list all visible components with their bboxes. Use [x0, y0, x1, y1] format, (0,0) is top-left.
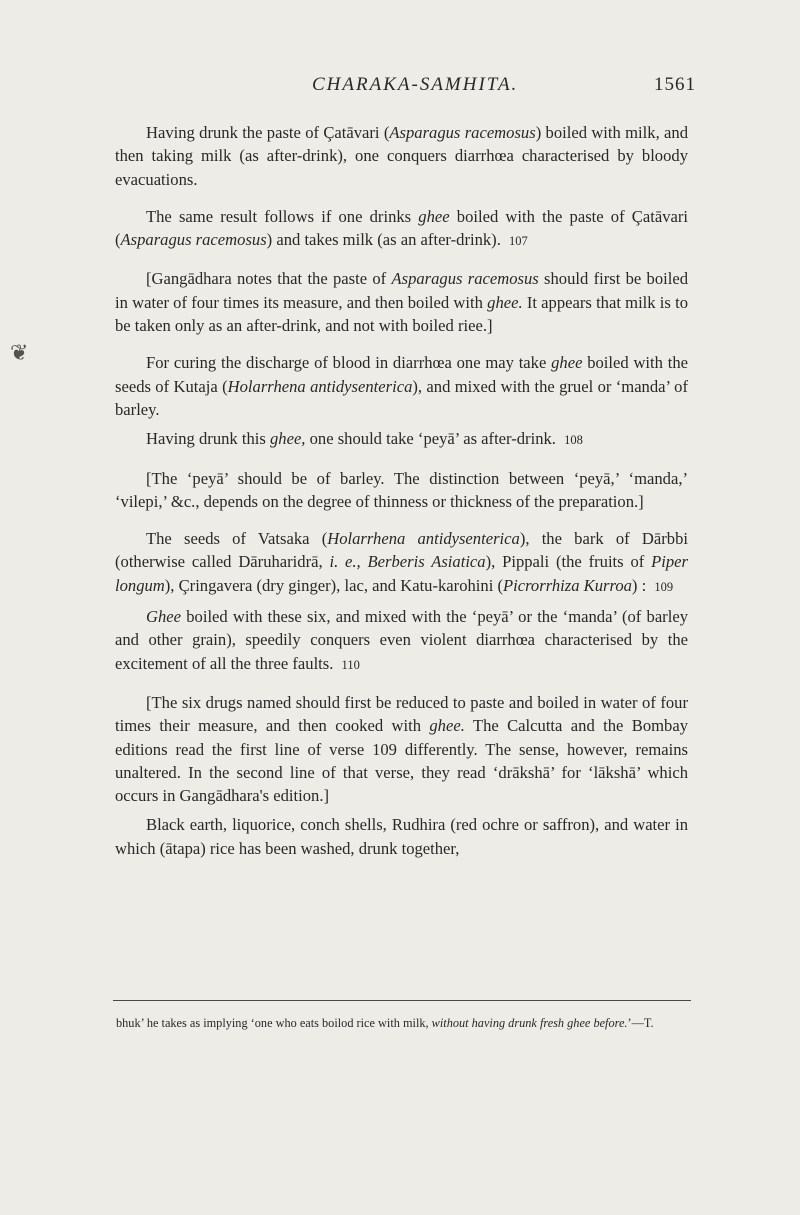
italic-term: Holarrhena antidysenterica [327, 529, 520, 549]
verse-number: 107 [509, 234, 528, 249]
italic-term: ghee [551, 353, 583, 373]
text-run: ) boiled with milk, and then taking milk (as after-drink), one conquers diarrhœa characterised by bloody evacuations. [115, 123, 688, 189]
verse-number: 110 [341, 657, 360, 672]
text-run: [The ‘peyā’ should be of barley. The distinction between ‘peyā,’ ‘manda,’ ‘vilepi,’ &c., depends on the degree of thinness or thickness of the preparation.] [115, 468, 688, 511]
text-run: The same result follows if one drinks [146, 206, 419, 226]
text-run: For curing the discharge of blood in diarrhœa one may take [146, 353, 552, 373]
italic-term: Asparagus racemosus [389, 123, 536, 142]
text-run: ), and mixed with the gruel or ‘manda’ of barley. [115, 376, 688, 419]
italic-term: ghee, [269, 429, 306, 449]
paragraph [115, 527, 688, 599]
paragraph [115, 121, 688, 191]
italic-term: ghee [418, 206, 450, 226]
verse-number: 108 [564, 433, 583, 448]
text-run: ), Çringavera (dry ginger), lac, and Katu-karohini ( [164, 575, 503, 595]
text-run: boiled with the seeds of Kutaja ( [115, 353, 688, 396]
body-text [115, 121, 688, 874]
text-run: ), Pippali (the fruits of [485, 552, 652, 572]
text-run: ), the bark of Dārbbi (otherwise called Dāruharidrā, [115, 529, 688, 572]
text-run: should first be boiled in water of four times its measure, and then boiled with [115, 269, 689, 312]
text-run: one should take ‘peyā’ as after-drink. [305, 429, 561, 449]
text-run: bhuk’ he takes as implying ‘one who eats boilod rice with milk, [116, 1016, 432, 1030]
paragraph [115, 267, 688, 337]
text-run: The Calcutta and the Bombay editions read the first line of verse 109 differently. The sense, however, remains unaltered. In the second line of that verse, they read ‘drākshā’ for ‘lākshā’ which occurs in Gangādhara's edition.] [115, 716, 688, 806]
paragraph [115, 467, 688, 514]
paragraph [115, 351, 688, 421]
footnote [116, 1014, 701, 1033]
italic-term: i. e., Berberis Asiatica [329, 552, 486, 572]
page-header [0, 74, 800, 98]
text-run: boiled with these six, and mixed with the ‘peyā’ or the ‘manda’ (of barley and other grain), speedily conquers even violent diarrhœa characterised by the excitement of all the three faults. [115, 607, 688, 673]
italic-term: Ghee [146, 607, 182, 627]
margin-ornament: ❦ [10, 340, 29, 365]
italic-term: ghee. [487, 292, 523, 312]
text-run: ’—T. [627, 1016, 654, 1030]
text-run: [The six drugs named should first be reduced to paste and boiled in water of four times their measure, and then cooked with [115, 692, 688, 736]
text-run: It appears that milk is to be taken only as an after-drink, and not with boiled riee.] [115, 292, 688, 336]
verse-number: 109 [654, 579, 674, 594]
paragraph [115, 691, 688, 807]
running-head: CHARAKA-SAMHITA. [312, 74, 519, 95]
text-run: [Gangādhara notes that the paste of [146, 269, 392, 289]
italic-term: Asparagus racemosus [391, 269, 539, 289]
page-number: 1561 [654, 74, 696, 95]
paragraph [115, 427, 688, 452]
italic-term: Asparagus racemosus [120, 230, 267, 250]
italic-term: without having drunk fresh ghee before. [431, 1016, 628, 1030]
text-run: ) : [631, 575, 651, 595]
text-run: Having drunk the paste of Çatāvari ( [146, 123, 390, 142]
italic-term: Holarrhena antidysenterica [227, 376, 413, 396]
paragraph [115, 813, 688, 860]
paragraph [115, 605, 688, 677]
italic-term: ghee. [429, 716, 465, 736]
text-run: Having drunk this [146, 429, 270, 449]
text-run: boiled with the paste of Çatāvari ( [115, 206, 688, 250]
paragraph [115, 205, 688, 254]
italic-term: Picrorrhiza Kurroa [502, 575, 632, 595]
footnote-rule [113, 1000, 691, 1001]
italic-term: Piper longum [115, 552, 688, 595]
text-run: ) and takes milk (as an after-drink). [266, 230, 505, 250]
text-run: The seeds of Vatsaka ( [146, 529, 328, 549]
text-run: Black earth, liquorice, conch shells, Rudhira (red ochre or saffron), and water in which (ātapa) rice has been washed, drunk together, [115, 815, 688, 858]
